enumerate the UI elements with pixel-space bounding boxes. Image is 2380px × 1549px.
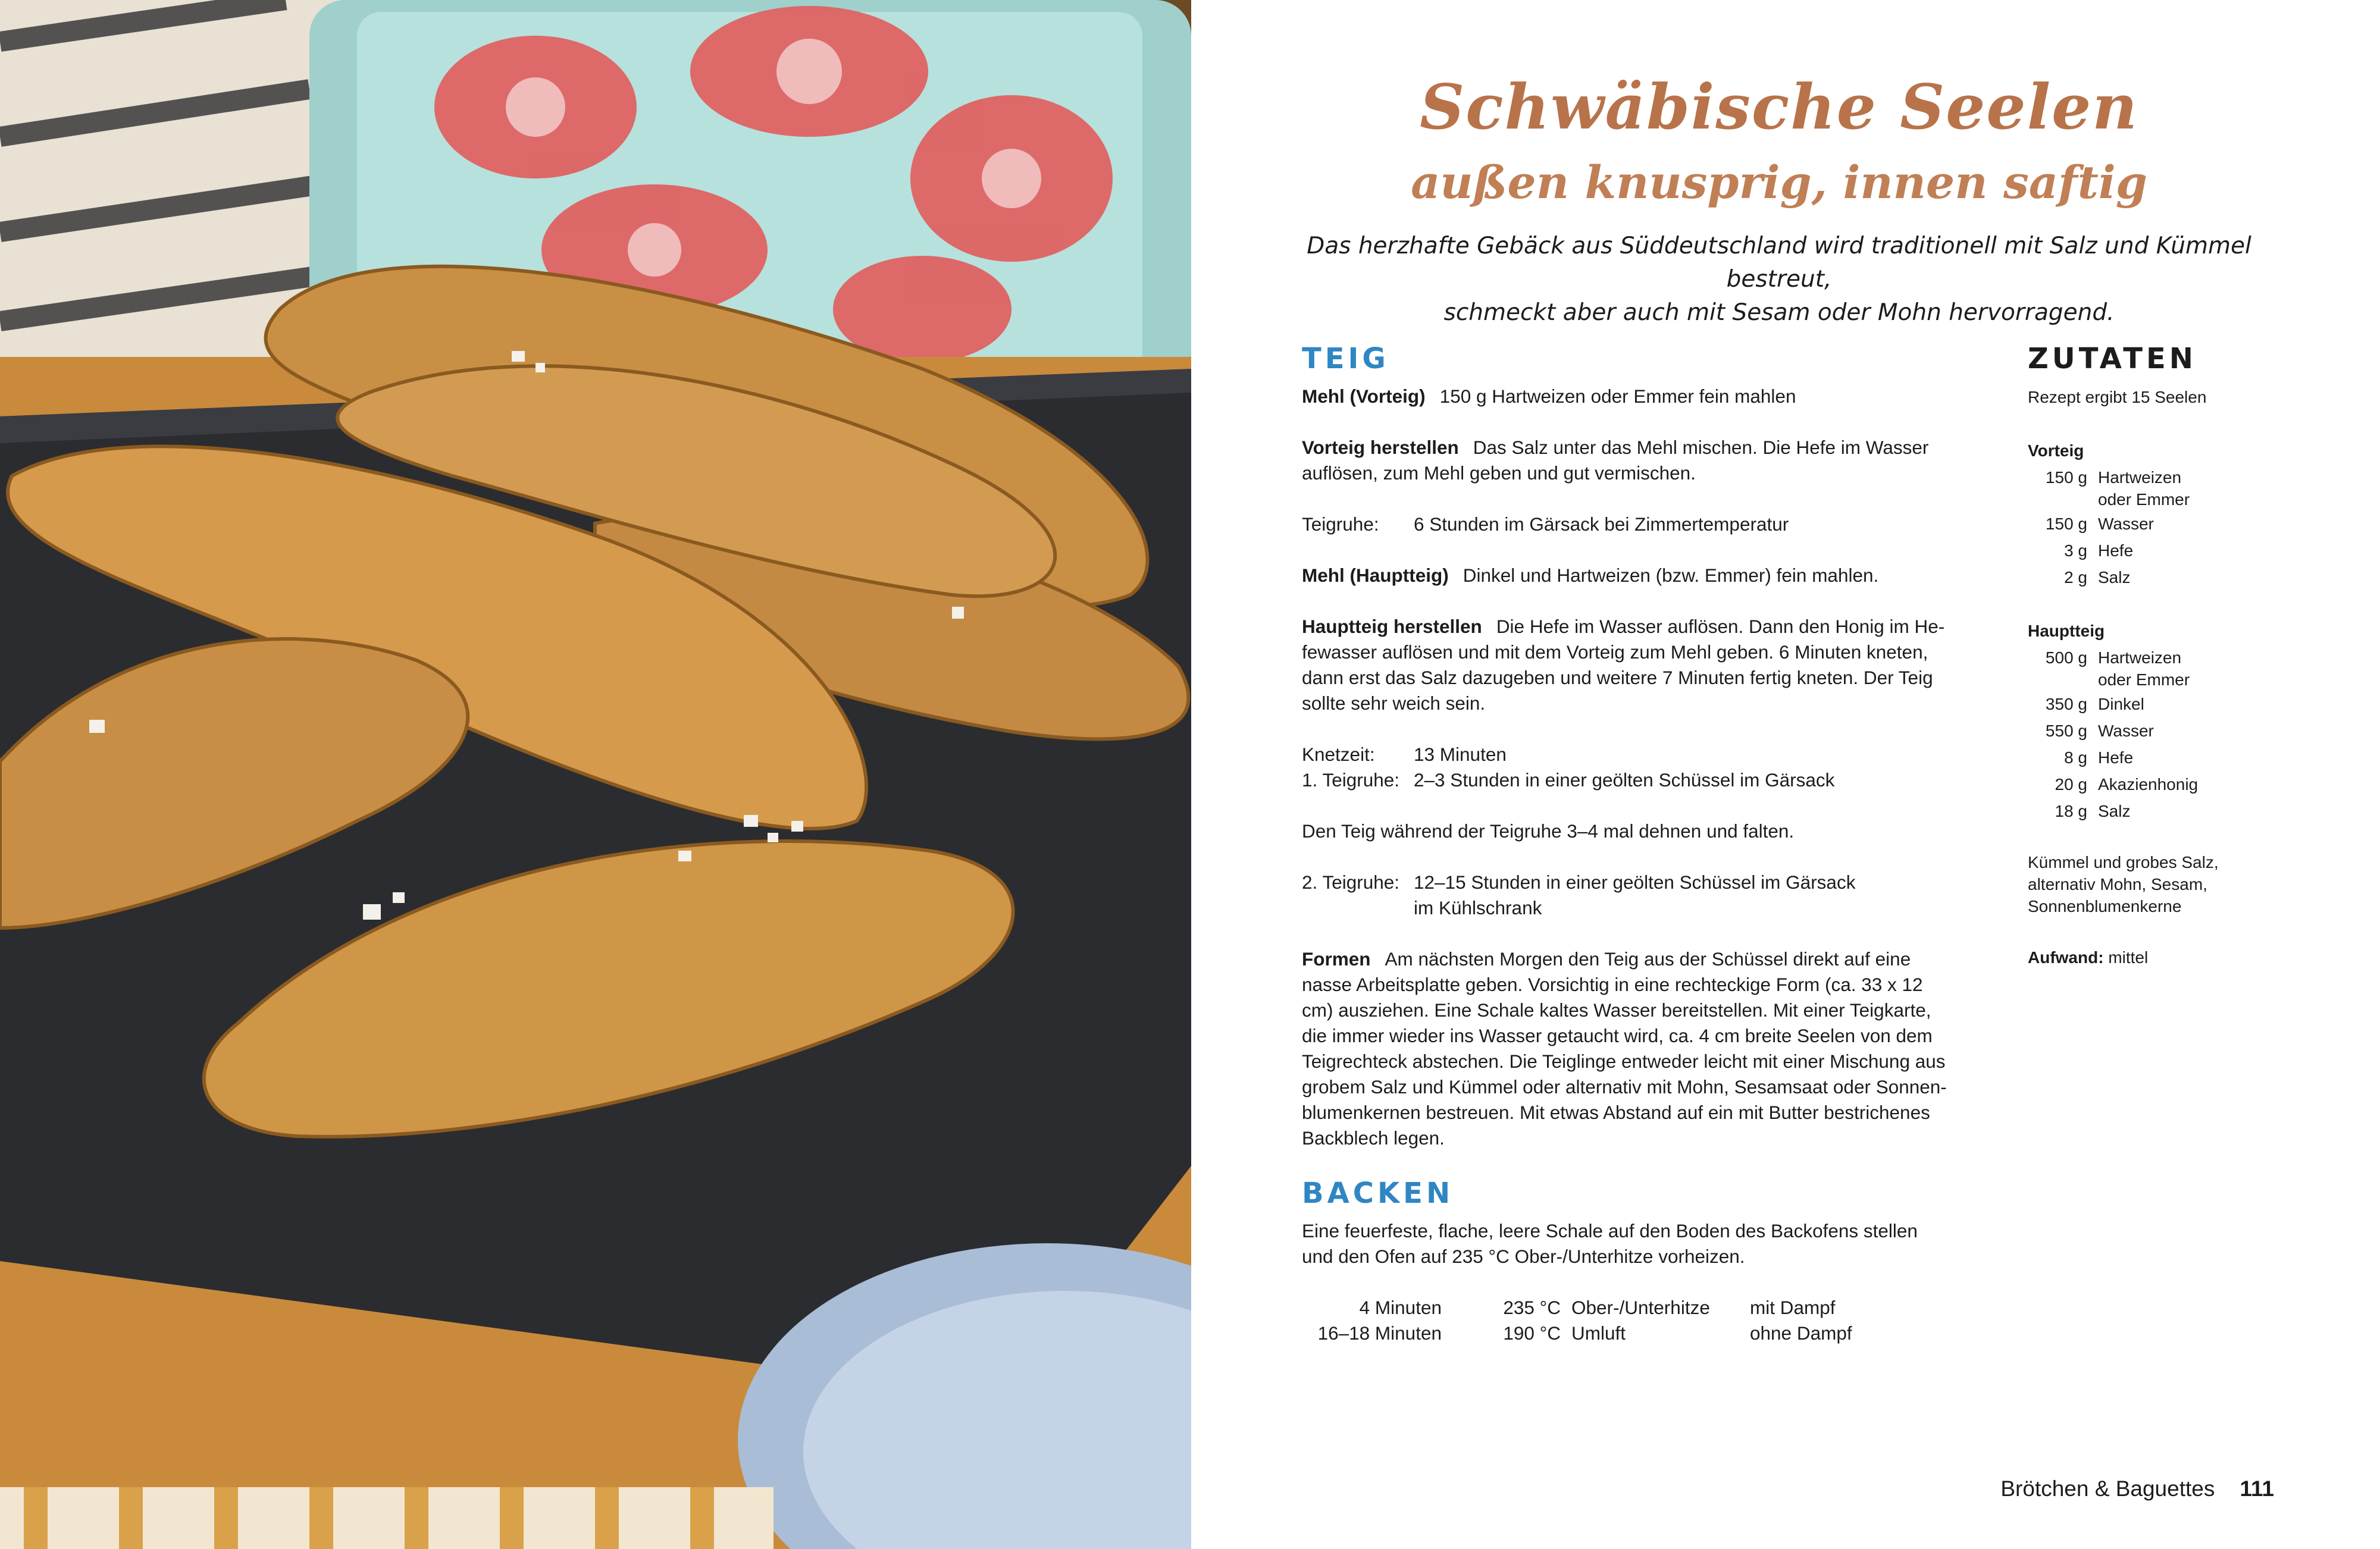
baking-temp: 235 °C — [1503, 1297, 1561, 1318]
step-text: 6 Stunden im Gärsack bei Zimmertemperatur — [1414, 513, 1789, 535]
ingredient-row — [2028, 564, 2296, 591]
backen-text-line: Eine feuerfeste, flache, leere Schale auf den Boden des Backofens stellen — [1302, 1220, 1918, 1241]
step-hauptteig-herstellen — [1302, 614, 2004, 716]
ingredient-name: Hefe — [2098, 541, 2134, 560]
section-heading-zutaten: ZUTATEN — [2028, 342, 2197, 375]
step-teigruhe-2-row — [1302, 870, 2004, 895]
baking-time: 4 Minuten — [1359, 1297, 1442, 1318]
step-text-line: Das Salz unter das Mehl mischen. Die Hefe im Wasser — [1473, 437, 1929, 458]
step-label: Teigruhe: — [1302, 513, 1379, 535]
step-text-line: cm) ausziehen. Eine Schale kaltes Wasser bereitstellen. Mit einer Teigkarte, — [1302, 999, 1931, 1021]
step-teigruhe-2 — [1302, 870, 2004, 921]
baking-row — [1302, 1295, 2004, 1321]
step-label: Knetzeit: — [1302, 744, 1375, 765]
step-text: Dinkel und Hartweizen (bzw. Emmer) fein mahlen. — [1463, 565, 1879, 586]
topping-note — [2028, 851, 2296, 917]
section-heading-teig: TEIG — [1302, 342, 1389, 375]
step-formen — [1302, 946, 2004, 1151]
step-text-line: blumenkernen bestreuen. Mit etwas Abstand auf ein mit Butter bestrichenes — [1302, 1102, 1930, 1123]
page-number: 111 — [2240, 1476, 2274, 1501]
baking-time: 16–18 Minuten — [1317, 1322, 1442, 1344]
ingredient-name-line: oder Emmer — [2098, 670, 2190, 689]
ingredients-column — [2028, 342, 2296, 971]
step-text: 12–15 Stunden in einer geölten Schüssel im Gärsack — [1414, 871, 1856, 893]
step-dehnen: Den Teig während der Teigruhe 3–4 mal dehnen und falten. — [1302, 820, 1795, 842]
step-label: Vorteig herstellen — [1302, 437, 1459, 458]
ingredients-list — [2028, 384, 2296, 971]
step-mehl-vorteig — [1302, 384, 2004, 409]
step-label: Hauptteig herstellen — [1302, 616, 1482, 637]
step-text: 13 Minuten — [1414, 744, 1507, 765]
backen-text-line: und den Ofen auf 235 °C Ober-/Unterhitze vorheizen. — [1302, 1246, 1745, 1267]
ingredient-qty: 150 g — [2045, 515, 2087, 533]
step-text-line: Die Hefe im Wasser auflösen. Dann den Honig im He- — [1496, 616, 1945, 637]
ingredient-qty: 18 g — [2055, 802, 2087, 820]
topping-line: alternativ Mohn, Sesam, — [2028, 875, 2207, 893]
step-text-line: grobem Salz und Kümmel oder alternativ mit Mohn, Sesamsaat oder Sonnen- — [1302, 1076, 1947, 1098]
baking-steam: mit Dampf — [1750, 1297, 1836, 1318]
baking-mode: Ober-/Unterhitze — [1571, 1297, 1710, 1318]
backen-text — [1302, 1218, 2004, 1269]
ingredient-row — [2028, 771, 2296, 798]
baking-schedule — [1302, 1295, 2004, 1346]
recipe-yield: Rezept ergibt 15 Seelen — [2028, 388, 2207, 406]
ingredient-row — [2028, 464, 2296, 510]
step-text-line: nasse Arbeitsplatte geben. Vorsichtig in eine rechteckige Form (ca. 33 x 12 — [1302, 974, 1923, 995]
topping-line: Kümmel und grobes Salz, — [2028, 853, 2219, 871]
ingredient-name: Wasser — [2098, 722, 2154, 740]
effort-label: Aufwand: — [2028, 948, 2104, 967]
ingredient-qty: 20 g — [2055, 775, 2087, 794]
ingredient-qty: 3 g — [2064, 541, 2087, 560]
ingredient-row — [2028, 691, 2296, 717]
step-vorteig-herstellen — [1302, 435, 2004, 486]
ingredient-name — [2098, 644, 2296, 691]
step-knetzeit-block — [1302, 742, 2004, 793]
step-text-line: fewasser auflösen und mit dem Vorteig zum Mehl geben. 6 Minuten kneten, — [1302, 641, 1928, 663]
recipe-subtitle: außen knusprig, innen saftig — [1411, 156, 2147, 209]
ingredient-name-line: Hartweizen — [2098, 648, 2182, 667]
instructions-column — [1302, 342, 2004, 1346]
step-text-line: Teigrechteck abstechen. Die Teiglinge entweder leicht mit einer Mischung aus — [1302, 1051, 1946, 1072]
topping-line: Sonnenblumenkerne — [2028, 897, 2182, 915]
step-text: 2–3 Stunden in einer geölten Schüssel im Gärsack — [1414, 769, 1835, 791]
intro-line-2: schmeckt aber auch mit Sesam oder Mohn hervorragend. — [1443, 299, 2115, 326]
baking-steam: ohne Dampf — [1750, 1322, 1852, 1344]
ingredient-row — [2028, 510, 2296, 537]
ingredient-name: Salz — [2098, 802, 2131, 820]
step-label: 1. Teigruhe: — [1302, 769, 1400, 791]
ingredient-qty: 150 g — [2045, 468, 2087, 487]
step-knetzeit — [1302, 742, 2004, 767]
step-label: Formen — [1302, 948, 1371, 970]
step-text-line: auflösen, zum Mehl geben und gut vermischen. — [1302, 462, 1696, 484]
teig-section — [1302, 384, 2004, 1151]
step-text-continued: im Kühlschrank — [1414, 897, 1542, 918]
ingredient-qty: 8 g — [2064, 748, 2087, 767]
ingredient-qty: 500 g — [2045, 648, 2087, 667]
ingredient-row — [2028, 798, 2296, 824]
baking-row — [1302, 1321, 2004, 1346]
ingredient-name: Akazienhonig — [2098, 775, 2199, 794]
ingredient-group-label: Vorteig — [2028, 441, 2084, 460]
footer-section-name: Brötchen & Baguettes — [2000, 1476, 2215, 1501]
ingredient-name — [2098, 464, 2296, 510]
page-footer — [2000, 1476, 2274, 1501]
baking-mode: Umluft — [1571, 1322, 1626, 1344]
backen-section — [1302, 1218, 2004, 1346]
step-label: 2. Teigruhe: — [1302, 871, 1400, 893]
effort-value: mittel — [2108, 948, 2149, 967]
step-teigruhe — [1302, 512, 2004, 537]
recipe-title: Schwäbische Seelen — [1420, 70, 2138, 143]
ingredient-name: Salz — [2098, 568, 2131, 587]
ingredient-row — [2028, 717, 2296, 744]
step-text-line: Am nächsten Morgen den Teig aus der Schüssel direkt auf eine — [1385, 948, 1911, 970]
effort-level — [2028, 944, 2296, 971]
ingredient-row — [2028, 744, 2296, 771]
step-teigruhe-1 — [1302, 767, 2004, 793]
step-text: 150 g Hartweizen oder Emmer fein mahlen — [1439, 385, 1796, 407]
ingredient-qty: 550 g — [2045, 722, 2087, 740]
ingredient-qty: 2 g — [2064, 568, 2087, 587]
step-label: Mehl (Vorteig) — [1302, 385, 1426, 407]
step-mehl-hauptteig — [1302, 563, 2004, 588]
ingredient-group-label: Hauptteig — [2028, 622, 2105, 640]
step-text-line: die immer wieder ins Wasser getaucht wird, ca. 4 cm breite Seelen von dem — [1302, 1025, 1933, 1046]
ingredient-row — [2028, 537, 2296, 564]
step-text-line: sollte sehr weich sein. — [1302, 692, 1486, 714]
ingredient-name: Dinkel — [2098, 695, 2144, 713]
ingredient-row — [2028, 644, 2296, 691]
recipe-intro — [1285, 230, 2273, 330]
ingredient-name: Hefe — [2098, 748, 2134, 767]
intro-line-1: Das herzhafte Gebäck aus Süddeutschland wird traditionell mit Salz und Kümmel bestreut, — [1307, 233, 2251, 293]
step-text-line: Backblech legen. — [1302, 1127, 1445, 1149]
section-heading-backen: BACKEN — [1302, 1177, 1454, 1210]
ingredient-name-line: Hartweizen — [2098, 468, 2182, 487]
ingredient-name: Wasser — [2098, 515, 2154, 533]
ingredient-name-line: oder Emmer — [2098, 490, 2190, 509]
step-label: Mehl (Hauptteig) — [1302, 565, 1449, 586]
baking-temp: 190 °C — [1503, 1322, 1561, 1344]
step-text-line: dann erst das Salz dazugeben und weitere 7 Minuten fertig kneten. Der Teig — [1302, 667, 1933, 688]
ingredient-qty: 350 g — [2045, 695, 2087, 713]
